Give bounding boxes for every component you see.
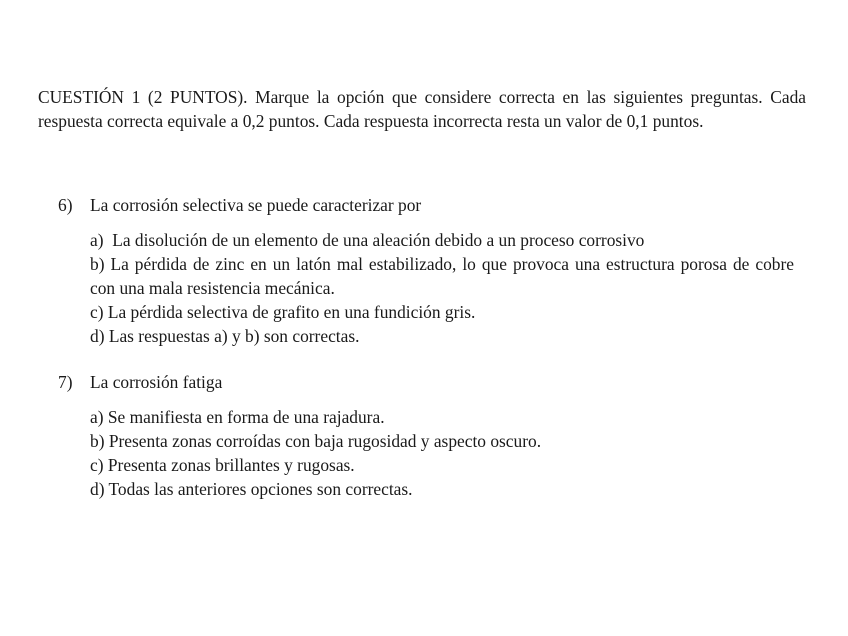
question-number: 7): [58, 372, 73, 392]
option-c: c) Presenta zonas brillantes y rugosas.: [90, 455, 355, 475]
question-stem: [58, 371, 798, 394]
option-b: b) Presenta zonas corroídas con baja rugosidad y aspecto oscuro.: [90, 431, 542, 451]
question-7: [58, 371, 798, 501]
question-6: [58, 194, 798, 348]
question-instructions: CUESTIÓN 1 (2 PUNTOS). Marque la opción que considere correcta en las siguientes preguntas. Cada respuesta correcta equivale a 0,2 puntos. Cada respuesta incorrecta resta un valor de 0,1 puntos.: [38, 87, 806, 131]
question-text: La corrosión selectiva se puede caracterizar por: [90, 195, 422, 215]
question-stem: [58, 194, 798, 217]
option-d: d) Las respuestas a) y b) son correctas.: [90, 326, 360, 346]
option-a: a) La disolución de un elemento de una aleación debido a un proceso corrosivo: [90, 230, 645, 250]
option-list: [90, 405, 794, 501]
option-b: b) La pérdida de zinc en un latón mal estabilizado, lo que provoca una estructura porosa de cobre con una mala resistencia mecánica.: [90, 254, 794, 298]
question-number: 6): [58, 195, 73, 215]
question-text: La corrosión fatiga: [90, 372, 223, 392]
option-d: d) Todas las anteriores opciones son correctas.: [90, 479, 413, 499]
option-a: a) Se manifiesta en forma de una rajadura.: [90, 407, 385, 427]
option-list: [90, 228, 794, 348]
option-c: c) La pérdida selectiva de grafito en una fundición gris.: [90, 302, 476, 322]
